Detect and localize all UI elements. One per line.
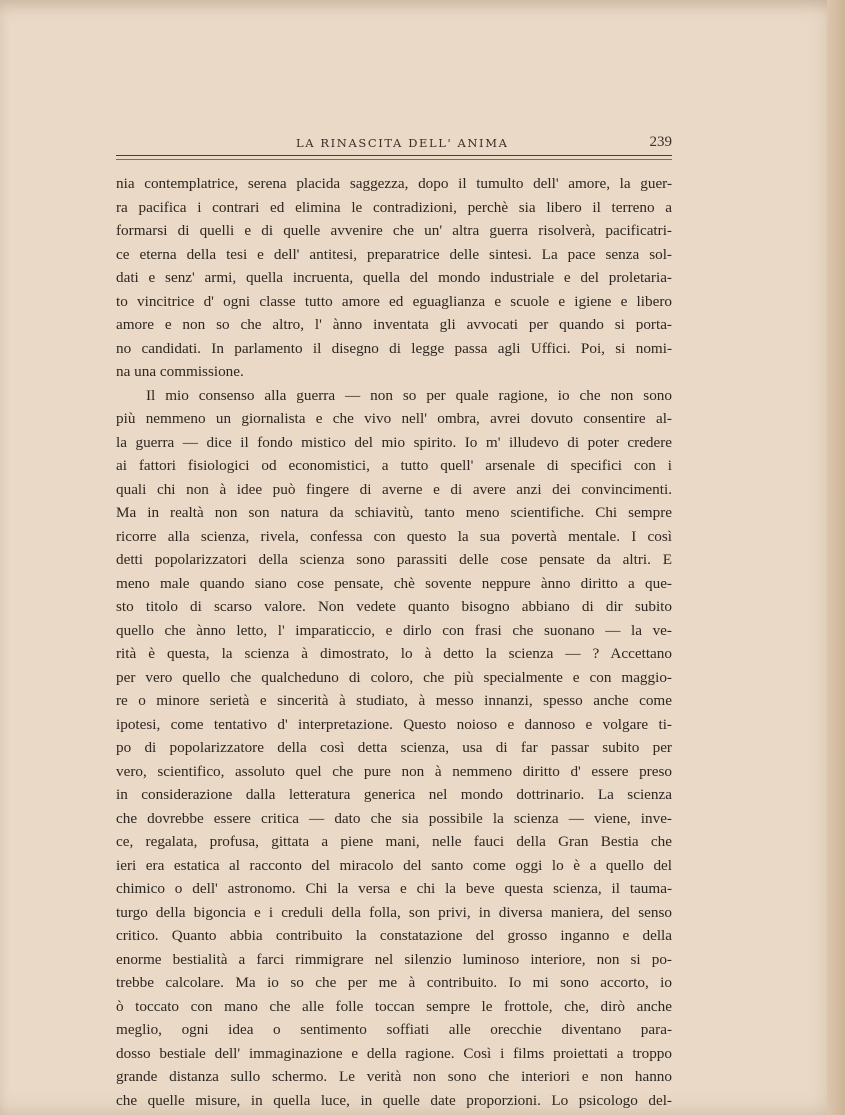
text-line: ai fattori fisiologici od economistici, a tutto quell' arsenale di specifici con i: [116, 457, 672, 474]
text-line: rità è questa, la scienza à dimostrato, lo à detto la scienza — ? Accettano: [116, 645, 672, 662]
text-line: meglio, ogni idea o sentimento soffiati alle orecchie diventano para-: [116, 1021, 672, 1038]
text-line: che quelle misure, in quella luce, in quelle date proporzioni. Lo psicologo del-: [116, 1091, 672, 1109]
text-line: ce, regalata, profusa, gittata a piene mani, nelle fauci della Gran Bestia che: [116, 833, 672, 850]
text-line: più nemmeno un giornalista e che vivo nell' ombra, avrei dovuto consentire al-: [116, 410, 672, 427]
text-line: to vincitrice d' ogni classe tutto amore ed eguaglianza e scuole e igiene e libero: [116, 292, 672, 310]
text-line: amore e non so che altro, l' ànno inventata gli avvocati per quando si porta-: [116, 316, 672, 333]
text-line: ricorre alla scienza, rivela, confessa con questo la sua povertà mentale. I così: [116, 527, 672, 545]
text-line: sto titolo di scarso valore. Non vedete quanto bisogno abbiano di dir subito: [116, 598, 672, 615]
text-line: ò toccato con mano che alle folle toccan sempre le frottole, che, dirò anche: [116, 997, 672, 1015]
text-line: critico. Quanto abbia contribuito la constatazione del grosso inganno e della: [116, 927, 672, 944]
text-line: quali chi non à idee può fingere di averne e di avere anzi dei convincimenti.: [116, 480, 672, 498]
text-line: la guerra — dice il fondo mistico del mio spirito. Io m' illudevo di poter credere: [116, 433, 672, 451]
text-line: grande distanza sullo schermo. Le verità non sono che interiori e non hanno: [116, 1068, 672, 1085]
text-line: che dovrebbe essere critica — dato che sia possibile la scienza — viene, inve-: [116, 809, 672, 827]
text-line: Il mio consenso alla guerra — non so per quale ragione, io che non sono: [146, 386, 672, 404]
text-line: trebbe calcolare. Ma io so che per me à contribuito. Io mi sono accorto, io: [116, 974, 672, 991]
text-line: ra pacifica i contrari ed elimina le contradizioni, perchè sia libero il terreno a: [116, 198, 672, 216]
text-line: dati e senz' armi, quella incruenta, quella del mondo industriale e del proletaria-: [116, 269, 672, 286]
text-line: po di popolarizzatore della così detta scienza, usa di far passar subito per: [116, 739, 672, 756]
text-line: enorme bestialità a farci rimmigrare nel silenzio luminoso interiore, non si po-: [116, 950, 672, 968]
text-line: dosso bestiale dell' immaginazione e della ragione. Così i films proiettati a troppo: [116, 1044, 672, 1062]
running-head: LA RINASCITA DELL' ANIMA: [296, 136, 509, 150]
text-line: nia contemplatrice, serena placida saggezza, dopo il tumulto dell' amore, la guer-: [116, 175, 672, 192]
text-line: chimico o dell' astronomo. Chi la versa e chi la beve questa scienza, il tauma-: [116, 880, 672, 897]
text-line: meno male quando siano cose pensate, chè sovente neppure ànno diritto a que-: [116, 574, 672, 592]
text-line: quello che ànno letto, l' imparaticcio, e dirlo con frasi che suonano — la ve-: [116, 621, 672, 639]
text-line: turgo della bigoncia e i creduli della folla, son privi, in diversa maniera, del senso: [116, 903, 672, 921]
text-line: ipotesi, come tentativo d' interpretazione. Questo noioso e dannoso e volgare ti-: [116, 715, 672, 733]
text-line: na una commissione.: [116, 363, 244, 380]
text-line: vero, scientifico, assoluto quel che pure non à nemmeno diritto d' essere preso: [116, 762, 672, 780]
header-rule: [116, 155, 672, 156]
text-line: re o minore serietà e sincerità à studiato, à messo innanzi, spesso anche come: [116, 692, 672, 709]
text-line: detti popolarizzatori della scienza sono parassiti delle cose pensate da altri. E: [116, 551, 672, 568]
page-header: [116, 136, 672, 156]
page-number: 239: [649, 134, 672, 150]
text-line: ce eterna della tesi e dell' antitesi, preparatrice delle sintesi. La pace senza sol-: [116, 245, 672, 263]
header-rule-thin: [116, 159, 672, 160]
body-text: [116, 172, 672, 1112]
text-line: formarsi di quelli e di quelle avvenire che un' altra guerra risolverà, pacificatri-: [116, 222, 672, 239]
text-line: no candidati. In parlamento il disegno di legge passa agli Uffici. Poi, si nomi-: [116, 339, 672, 357]
page-edge: [827, 0, 845, 1115]
text-line: ieri era estatica al racconto del miracolo del santo come oggi lo è a quello del: [116, 856, 672, 874]
text-line: Ma in realtà non son natura da schiavitù, tanto meno scientifiche. Chi sempre: [116, 504, 672, 521]
text-line: per vero quello che qualcheduno di coloro, che più specialmente e con maggio-: [116, 668, 672, 686]
text-line: in considerazione dalla letteratura generica nel mondo dottrinario. La scienza: [116, 786, 672, 803]
